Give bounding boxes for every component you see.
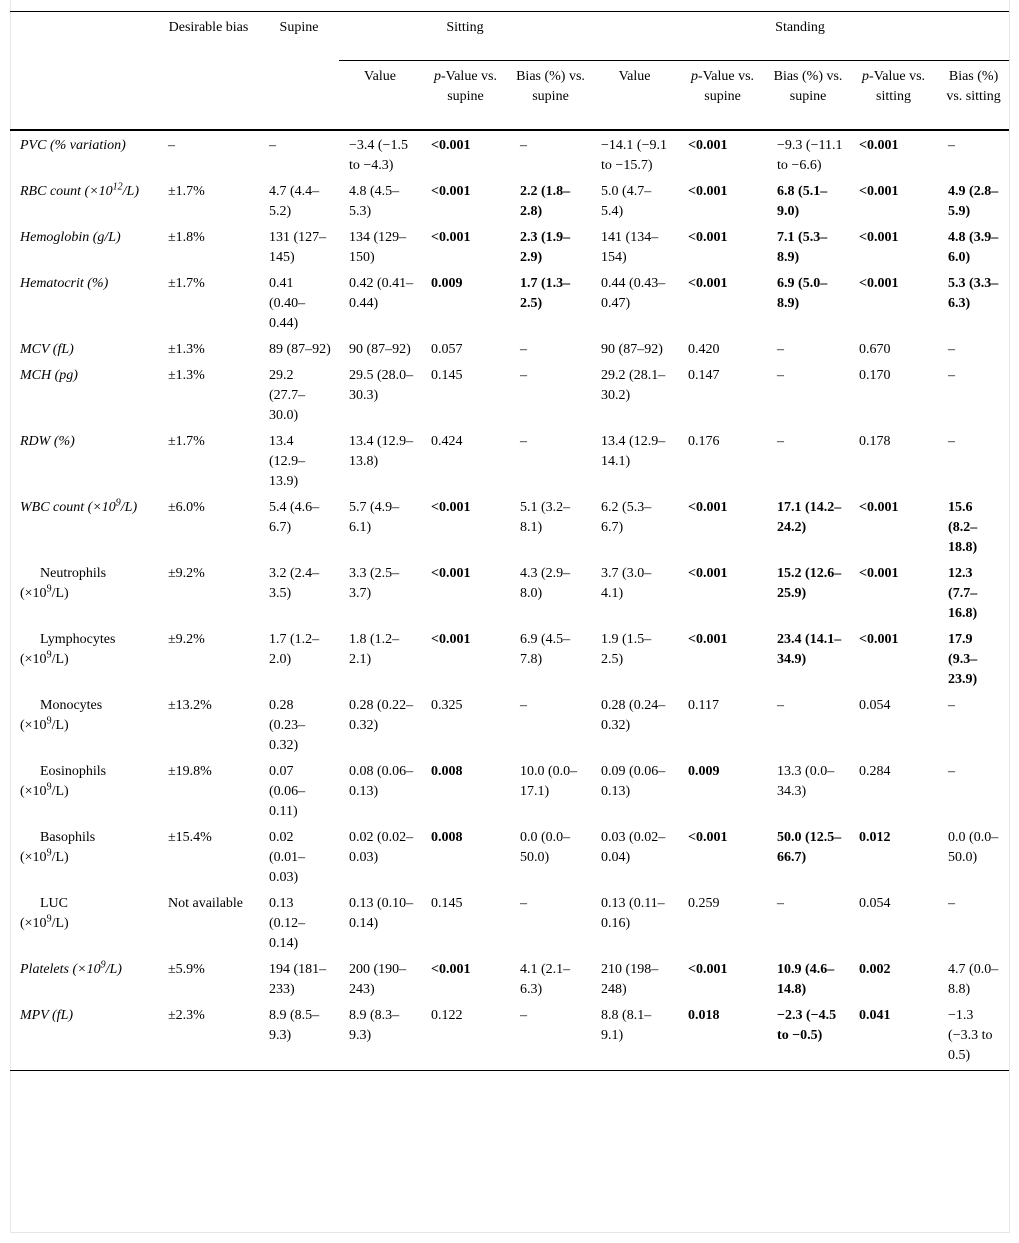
sitting-value-cell: 13.4 (12.9–13.8) (349, 434, 414, 469)
sitting-bias-cell: 2.3 (1.9–2.9) (520, 230, 571, 265)
standing-bias-vs-sitting-cell: 4.9 (2.8–5.9) (948, 184, 999, 219)
standing-bias-vs-sitting-cell: 4.7 (0.0–8.8) (948, 962, 999, 997)
standing-p-cell: <0.001 (688, 230, 728, 245)
standing-value-cell: 8.8 (8.1–9.1) (591, 1004, 678, 1071)
standing-value-cell: 0.03 (0.02–0.04) (601, 830, 666, 865)
table-row (10, 226, 1009, 272)
row-label: Monocytes $(\times 10^9/L)$ (20, 698, 103, 733)
sitting-p-cell: 0.008 (431, 830, 463, 845)
sitting-p-cell: 0.145 (431, 896, 463, 911)
standing-p-cell: 0.176 (688, 434, 720, 449)
standing-bias-cell: 15.2 (12.6–25.9) (777, 566, 842, 601)
standing-bias-cell: – (777, 434, 785, 449)
standing-p-vs-sitting-cell: 0.002 (859, 962, 891, 977)
row-label: Platelets $(\times 10^9/L)$ (20, 959, 122, 977)
table-row (10, 364, 1009, 430)
standing-value-cell: 0.44 (0.43–0.47) (601, 276, 666, 311)
standing-p-vs-sitting-cell: <0.001 (859, 632, 899, 647)
standing-bias-cell: 50.0 (12.5–66.7) (777, 830, 842, 865)
row-label: Basophils $(\times 10^9/L)$ (20, 830, 96, 865)
supine-cell: 8.9 (8.5–9.3) (259, 1004, 339, 1071)
standing-value-cell: −14.1 (−9.1 to −15.7) (601, 138, 667, 173)
desirable-bias-cell: ±13.2% (168, 698, 212, 713)
data-table (10, 11, 1009, 1071)
standing-value-cell: 3.7 (3.0–4.1) (601, 566, 652, 601)
standing-value-cell: 90 (87–92) (601, 342, 663, 357)
standing-p-cell: 0.259 (688, 896, 720, 911)
sitting-value-cell: 0.42 (0.41–0.44) (349, 276, 414, 311)
standing-bias-vs-sitting-cell: – (948, 764, 956, 779)
sitting-value-cell: 0.08 (0.06–0.13) (349, 764, 414, 799)
sitting-bias-cell: – (510, 1004, 591, 1071)
desirable-bias-cell: – (168, 138, 175, 153)
sitting-value-cell: 134 (129–150) (349, 230, 407, 265)
supine-cell: 0.07 (0.06–0.11) (269, 764, 306, 819)
table-row (10, 338, 1009, 364)
table-row (10, 694, 1009, 760)
sitting-value-cell: −3.4 (−1.5 to −4.3) (349, 138, 408, 173)
supine-cell: 29.2 (27.7–30.0) (269, 368, 306, 423)
row-label: MCH (pg) (20, 368, 78, 383)
standing-value-cell: 0.13 (0.11–0.16) (601, 896, 665, 931)
standing-p-vs-sitting-cell: 0.041 (849, 1004, 938, 1071)
table-row (10, 628, 1009, 694)
sitting-p-cell: 0.145 (431, 368, 463, 383)
standing-p-cell: 0.147 (688, 368, 720, 383)
desirable-bias-cell: ±15.4% (168, 830, 212, 845)
header-desirable-bias: Desirable bias (158, 12, 259, 131)
sitting-bias-cell: 5.1 (3.2–8.1) (520, 500, 571, 535)
standing-bias-vs-sitting-cell: – (948, 434, 956, 449)
standing-bias-cell: −9.3 (−11.1 to −6.6) (777, 138, 843, 173)
desirable-bias-cell: ±9.2% (168, 632, 205, 647)
row-label: Neutrophils $(\times 10^9/L)$ (20, 566, 107, 601)
table-row (10, 496, 1009, 562)
standing-p-cell: 0.420 (688, 342, 720, 357)
supine-cell: 5.4 (4.6–6.7) (269, 500, 320, 535)
standing-p-vs-sitting-cell: 0.170 (859, 368, 891, 383)
standing-value-cell: 1.9 (1.5–2.5) (601, 632, 652, 667)
supine-cell: 1.7 (1.2–2.0) (269, 632, 320, 667)
standing-bias-cell: 23.4 (14.1–34.9) (777, 632, 842, 667)
standing-p-vs-sitting-cell: <0.001 (859, 184, 899, 199)
row-label: RDW (%) (20, 434, 75, 449)
desirable-bias-cell: ±19.8% (168, 764, 212, 779)
row-label: MPV (fL) (10, 1004, 158, 1071)
standing-p-cell: 0.009 (688, 764, 720, 779)
sitting-bias-cell: 1.7 (1.3–2.5) (520, 276, 571, 311)
supine-cell: – (269, 138, 276, 153)
sitting-value-cell: 90 (87–92) (349, 342, 411, 357)
supine-cell: 13.4 (12.9–13.9) (269, 434, 306, 489)
standing-bias-vs-sitting-cell: 15.6 (8.2–18.8) (948, 500, 978, 555)
desirable-bias-cell: ±1.7% (168, 434, 205, 449)
desirable-bias-cell: ±1.7% (168, 276, 205, 291)
sitting-p-cell: <0.001 (431, 138, 471, 153)
row-label: LUC $(\times 10^9/L)$ (20, 896, 69, 931)
supine-cell: 0.28 (0.23–0.32) (269, 698, 306, 753)
supine-cell: 131 (127–145) (269, 230, 327, 265)
standing-bias-vs-sitting-cell: 5.3 (3.3–6.3) (948, 276, 999, 311)
supine-cell: 0.41 (0.40–0.44) (269, 276, 306, 331)
table-row (10, 760, 1009, 826)
sitting-p-cell: 0.057 (431, 342, 463, 357)
sitting-value-cell: 8.9 (8.3–9.3) (339, 1004, 421, 1071)
sitting-bias-cell: 0.0 (0.0–50.0) (520, 830, 571, 865)
sitting-p-cell: 0.122 (421, 1004, 510, 1071)
row-label: RBC count $(\times 10^{12}/L)$ (20, 181, 139, 199)
row-label: Hemoglobin (g/L) (20, 230, 121, 245)
header-empty (10, 12, 158, 131)
sitting-p-cell: <0.001 (431, 184, 471, 199)
desirable-bias-cell: ±1.3% (168, 342, 205, 357)
header-sitting-p: p-Value vs. supine (421, 61, 510, 131)
sitting-bias-cell: – (520, 434, 527, 449)
standing-bias-cell: 17.1 (14.2–24.2) (777, 500, 842, 535)
desirable-bias-cell: ±5.9% (168, 962, 205, 977)
standing-p-cell: <0.001 (688, 962, 728, 977)
table-row (10, 1004, 1009, 1071)
sitting-bias-cell: 6.9 (4.5–7.8) (520, 632, 571, 667)
table-row (10, 130, 1009, 180)
desirable-bias-cell: ±6.0% (168, 500, 205, 515)
standing-bias-vs-sitting-cell: – (948, 896, 956, 911)
sitting-p-cell: 0.008 (431, 764, 463, 779)
standing-value-cell: 0.28 (0.24–0.32) (601, 698, 666, 733)
header-sitting-bias: Bias (%) vs. supine (510, 61, 591, 131)
header-standing: Standing (591, 12, 1009, 61)
standing-bias-cell: 13.3 (0.0–34.3) (777, 764, 835, 799)
header-standing-p2: p-Value vs. sitting (849, 61, 938, 131)
standing-bias-vs-sitting-cell: – (948, 138, 956, 153)
standing-p-cell: <0.001 (688, 566, 728, 581)
standing-p-cell: 0.117 (688, 698, 720, 713)
desirable-bias-cell: ±2.3% (158, 1004, 259, 1071)
desirable-bias-cell: ±1.8% (168, 230, 205, 245)
header-standing-p: p-Value vs. supine (678, 61, 767, 131)
supine-cell: 89 (87–92) (269, 342, 331, 357)
standing-p-cell: <0.001 (688, 184, 728, 199)
standing-bias-vs-sitting-cell: −1.3 (−3.3 to 0.5) (938, 1004, 1009, 1071)
standing-bias-cell: 7.1 (5.3–8.9) (777, 230, 828, 265)
table-row (10, 826, 1009, 892)
header-supine: Supine (259, 12, 339, 131)
sitting-bias-cell: 4.3 (2.9–8.0) (520, 566, 571, 601)
row-label: Lymphocytes $(\times 10^9/L)$ (20, 632, 116, 667)
standing-p-vs-sitting-cell: 0.012 (859, 830, 891, 845)
header-standing-bias2: Bias (%) vs. sitting (938, 61, 1009, 131)
supine-cell: 194 (181–233) (269, 962, 327, 997)
supine-cell: 4.7 (4.4–5.2) (269, 184, 320, 219)
standing-bias-cell: – (777, 896, 785, 911)
standing-bias-vs-sitting-cell: – (948, 698, 956, 713)
standing-bias-cell: 6.8 (5.1–9.0) (777, 184, 828, 219)
standing-value-cell: 5.0 (4.7–5.4) (601, 184, 652, 219)
row-label: Eosinophils $(\times 10^9/L)$ (20, 764, 107, 799)
sitting-p-cell: 0.424 (431, 434, 463, 449)
sitting-value-cell: 4.8 (4.5–5.3) (349, 184, 400, 219)
standing-bias-vs-sitting-cell: – (948, 342, 956, 357)
sitting-value-cell: 29.5 (28.0–30.3) (349, 368, 414, 403)
table-row (10, 180, 1009, 226)
standing-bias-vs-sitting-cell: – (948, 368, 956, 383)
sitting-bias-cell: – (520, 138, 527, 153)
sitting-bias-cell: – (520, 698, 527, 713)
standing-p-cell: <0.001 (688, 276, 728, 291)
supine-cell: 0.02 (0.01–0.03) (269, 830, 306, 885)
table-row (10, 430, 1009, 496)
standing-value-cell: 13.4 (12.9–14.1) (601, 434, 666, 469)
standing-value-cell: 6.2 (5.3–6.7) (601, 500, 652, 535)
sitting-value-cell: 0.02 (0.02–0.03) (349, 830, 414, 865)
standing-bias-vs-sitting-cell: 17.9 (9.3–23.9) (948, 632, 978, 687)
header-standing-value: Value (591, 61, 678, 131)
standing-p-vs-sitting-cell: <0.001 (859, 566, 899, 581)
desirable-bias-cell: ±1.7% (168, 184, 205, 199)
sitting-value-cell: 0.13 (0.10–0.14) (349, 896, 414, 931)
standing-bias-vs-sitting-cell: 4.8 (3.9–6.0) (948, 230, 999, 265)
sitting-value-cell: 3.3 (2.5–3.7) (349, 566, 400, 601)
sitting-p-cell: <0.001 (431, 962, 471, 977)
table-row (10, 272, 1009, 338)
sitting-p-cell: <0.001 (431, 566, 471, 581)
standing-bias-cell: 10.9 (4.6–14.8) (777, 962, 835, 997)
standing-value-cell: 210 (198–248) (601, 962, 659, 997)
sitting-bias-cell: 10.0 (0.0–17.1) (520, 764, 578, 799)
standing-bias-cell: −2.3 (−4.5 to −0.5) (767, 1004, 849, 1071)
standing-bias-cell: – (777, 368, 785, 383)
standing-value-cell: 141 (134–154) (601, 230, 659, 265)
sitting-bias-cell: 4.1 (2.1–6.3) (520, 962, 571, 997)
sitting-p-cell: 0.009 (431, 276, 463, 291)
sitting-value-cell: 200 (190–243) (349, 962, 407, 997)
standing-p-vs-sitting-cell: <0.001 (859, 276, 899, 291)
row-label: MCV (fL) (20, 342, 74, 357)
table-row (10, 958, 1009, 1004)
sitting-p-cell: <0.001 (431, 632, 471, 647)
standing-p-vs-sitting-cell: <0.001 (859, 138, 899, 153)
standing-p-vs-sitting-cell: 0.054 (859, 896, 891, 911)
standing-p-cell: 0.018 (678, 1004, 767, 1071)
sitting-value-cell: 0.28 (0.22–0.32) (349, 698, 414, 733)
standing-p-cell: <0.001 (688, 500, 728, 515)
row-label: PVC (% variation) (20, 138, 126, 153)
standing-p-cell: <0.001 (688, 632, 728, 647)
standing-p-vs-sitting-cell: 0.054 (859, 698, 891, 713)
standing-bias-vs-sitting-cell: 0.0 (0.0–50.0) (948, 830, 999, 865)
standing-p-cell: <0.001 (688, 138, 728, 153)
standing-bias-cell: 6.9 (5.0–8.9) (777, 276, 828, 311)
supine-cell: 0.13 (0.12–0.14) (269, 896, 306, 951)
standing-p-vs-sitting-cell: 0.670 (859, 342, 891, 357)
sitting-bias-cell: 2.2 (1.8–2.8) (520, 184, 571, 219)
sitting-p-cell: <0.001 (431, 230, 471, 245)
standing-p-vs-sitting-cell: <0.001 (859, 500, 899, 515)
sitting-bias-cell: – (520, 342, 527, 357)
standing-value-cell: 29.2 (28.1–30.2) (601, 368, 666, 403)
sitting-value-cell: 1.8 (1.2–2.1) (349, 632, 400, 667)
row-label: WBC count $(\times 10^9/L)$ (20, 497, 138, 515)
table-row (10, 562, 1009, 628)
table-row (10, 892, 1009, 958)
standing-p-cell: <0.001 (688, 830, 728, 845)
standing-p-vs-sitting-cell: 0.284 (859, 764, 891, 779)
row-label: Hematocrit (%) (20, 276, 109, 291)
standing-bias-cell: – (777, 342, 785, 357)
desirable-bias-cell: Not available (168, 896, 244, 911)
header-sitting: Sitting (339, 12, 591, 61)
supine-cell: 3.2 (2.4–3.5) (269, 566, 320, 601)
sitting-bias-cell: – (520, 368, 527, 383)
sitting-p-cell: <0.001 (431, 500, 471, 515)
standing-p-vs-sitting-cell: <0.001 (859, 230, 899, 245)
standing-p-vs-sitting-cell: 0.178 (859, 434, 891, 449)
sitting-value-cell: 5.7 (4.9–6.1) (349, 500, 400, 535)
sitting-bias-cell: – (520, 896, 527, 911)
standing-value-cell: 0.09 (0.06–0.13) (601, 764, 666, 799)
header-sitting-value: Value (339, 61, 421, 131)
desirable-bias-cell: ±1.3% (168, 368, 205, 383)
standing-bias-vs-sitting-cell: 12.3 (7.7–16.8) (948, 566, 978, 621)
standing-bias-cell: – (777, 698, 785, 713)
sitting-p-cell: 0.325 (431, 698, 463, 713)
desirable-bias-cell: ±9.2% (168, 566, 205, 581)
header-standing-bias: Bias (%) vs. supine (767, 61, 849, 131)
